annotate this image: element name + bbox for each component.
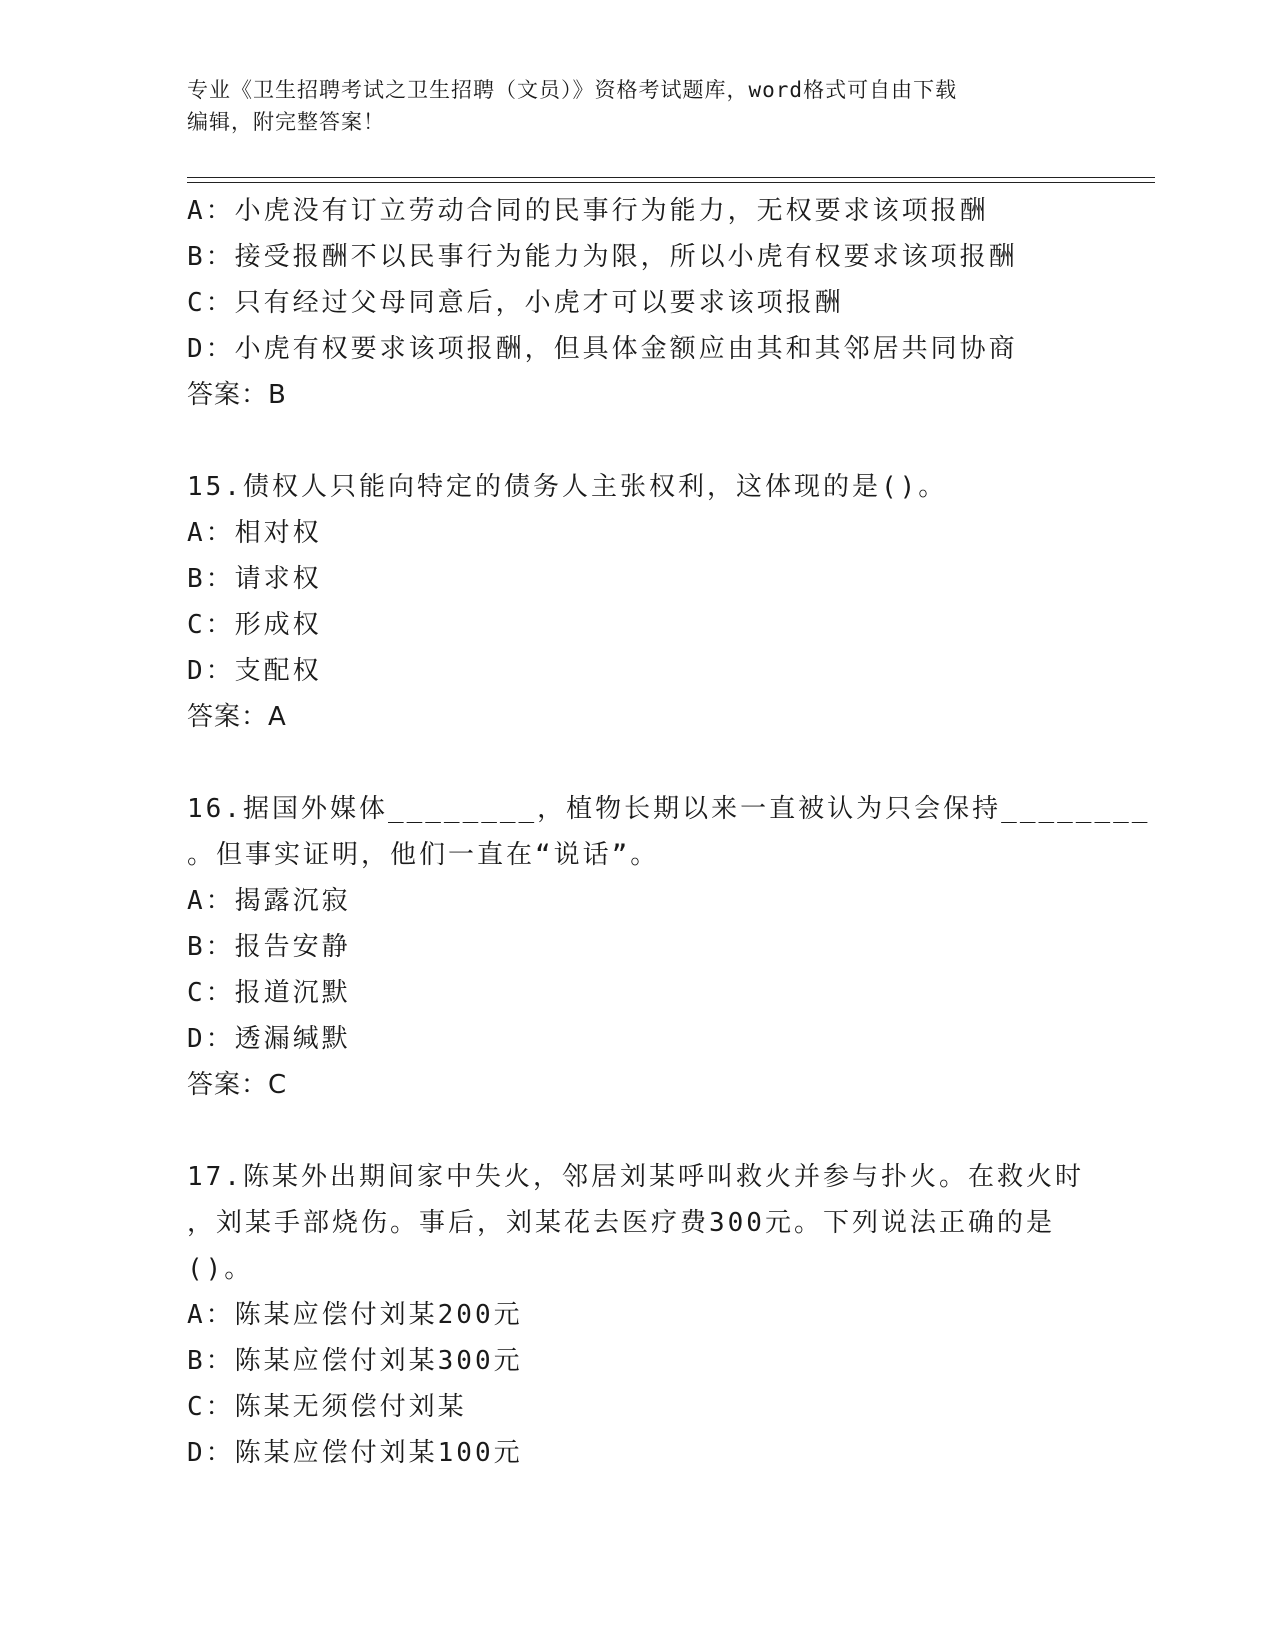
option-d: D：小虎有权要求该项报酬，但具体金额应由其和其邻居共同协商 [187, 334, 1018, 364]
option-c: C：陈某无须偿付刘某 [187, 1392, 467, 1422]
question-stem-line-2: ，刘某手部烧伤。事后，刘某花去医疗费300元。下列说法正确的是 [187, 1208, 1055, 1238]
option-a: A：陈某应偿付刘某200元 [187, 1300, 523, 1330]
option-b: B：陈某应偿付刘某300元 [187, 1346, 523, 1376]
option-d: D：支配权 [187, 656, 322, 686]
option-a: A：小虎没有订立劳动合同的民事行为能力，无权要求该项报酬 [187, 196, 989, 226]
answer-line: 答案：C [187, 1070, 288, 1100]
header-line-2: 编辑，附完整答案！ [187, 110, 385, 134]
question-stem-line-1: 16.据国外媒体________，植物长期以来一直被认为只会保持________ [187, 794, 1151, 824]
question-stem-line-2: 。但事实证明，他们一直在“说话”。 [187, 840, 660, 870]
header-rule-top [187, 177, 1155, 178]
header-line-1: 专业《卫生招聘考试之卫生招聘（文员）》资格考试题库，word格式可自由下载 [187, 78, 958, 102]
question-list [187, 188, 1151, 1476]
question-16 [187, 786, 1151, 1108]
spacer [187, 1108, 1107, 1154]
option-c: C：报道沉默 [187, 978, 351, 1008]
spacer [187, 740, 1107, 786]
option-d: D：陈某应偿付刘某100元 [187, 1438, 523, 1468]
question-17 [187, 1154, 1107, 1476]
question-stem-line-1: 17.陈某外出期间家中失火，邻居刘某呼叫救火并参与扑火。在救火时 [187, 1162, 1084, 1192]
option-b: B：接受报酬不以民事行为能力为限，所以小虎有权要求该项报酬 [187, 242, 1018, 272]
answer-line: 答案：A [187, 702, 287, 732]
option-c: C：只有经过父母同意后，小虎才可以要求该项报酬 [187, 288, 844, 318]
option-b: B：请求权 [187, 564, 322, 594]
spacer [187, 418, 1107, 464]
question-14 [187, 188, 1107, 418]
question-stem-line-3: ()。 [187, 1254, 254, 1284]
header-rule-bottom [187, 182, 1155, 183]
option-c: C：形成权 [187, 610, 322, 640]
answer-line: 答案：B [187, 380, 287, 410]
question-stem: 15.债权人只能向特定的债务人主张权利，这体现的是()。 [187, 472, 948, 502]
option-b: B：报告安静 [187, 932, 351, 962]
document-header [187, 74, 1087, 138]
option-d: D：透漏缄默 [187, 1024, 351, 1054]
option-a: A：相对权 [187, 518, 322, 548]
question-15 [187, 464, 1107, 740]
option-a: A：揭露沉寂 [187, 886, 351, 916]
